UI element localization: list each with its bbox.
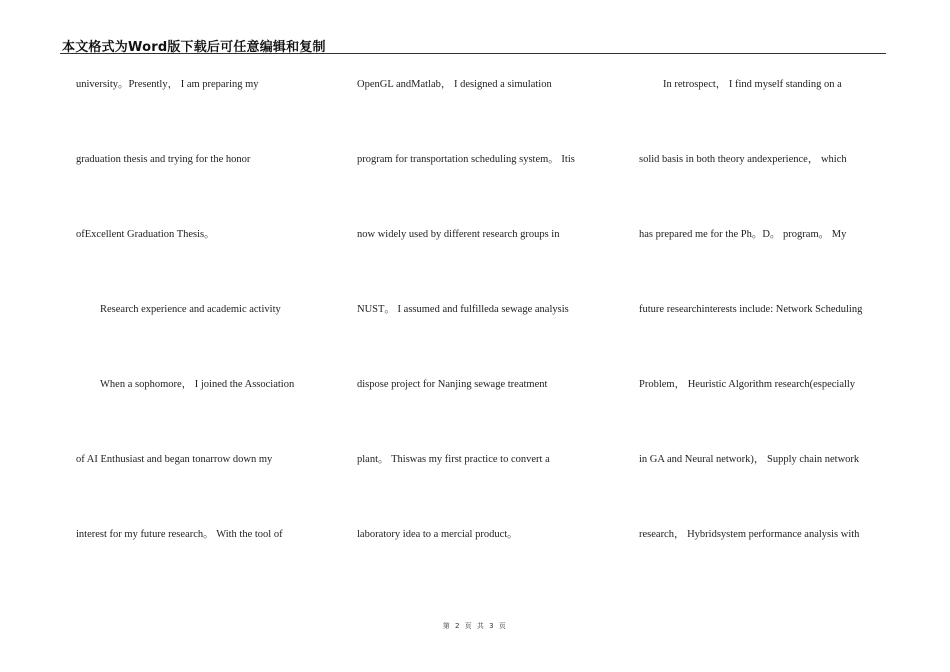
text-line: OpenGL andMatlab， I designed a simulation — [357, 79, 552, 90]
text-line: now widely used by different research groups in — [357, 229, 560, 240]
text-line: has prepared me for the Ph。D。 program。 My — [639, 229, 847, 240]
text-line: laboratory idea to a mercial product。 — [357, 529, 518, 540]
text-line: plant。 Thiswas my first practice to convert a — [357, 454, 550, 465]
text-line: university。Presently， I am preparing my — [76, 79, 259, 90]
text-line: Problem， Heuristic Algorithm research(especially — [639, 379, 856, 390]
text-line: solid basis in both theory andexperience， which — [639, 154, 847, 165]
text-line: program for transportation scheduling system。 Itis — [357, 154, 575, 165]
text-line: in GA and Neural network)， Supply chain network — [639, 454, 860, 465]
document-header — [62, 36, 886, 55]
text-line: ofExcellent Graduation Thesis。 — [76, 229, 215, 240]
text-line: research， Hybridsystem performance analysis with — [639, 529, 860, 540]
header-divider — [60, 53, 886, 54]
text-line: of AI Enthusiast and began tonarrow down my — [76, 454, 273, 465]
text-line: In retrospect， I find myself standing on a — [663, 79, 842, 90]
text-line: dispose project for Nanjing sewage treatment — [357, 379, 548, 390]
page-number: 第 2 页 共 3 页 — [442, 622, 508, 630]
text-line: graduation thesis and trying for the honor — [76, 154, 251, 165]
text-line: NUST。 I assumed and fulfilleda sewage analysis — [357, 304, 569, 315]
text-line: interest for my future research。 With the tool of — [76, 529, 283, 540]
text-line: When a sophomore， I joined the Association — [100, 379, 295, 390]
header-title: 本文格式为Word版下载后可任意编辑和复制 — [62, 40, 326, 55]
section-heading: Research experience and academic activity — [100, 304, 281, 315]
text-line: future researchinterests include: Network Scheduling — [639, 304, 863, 315]
